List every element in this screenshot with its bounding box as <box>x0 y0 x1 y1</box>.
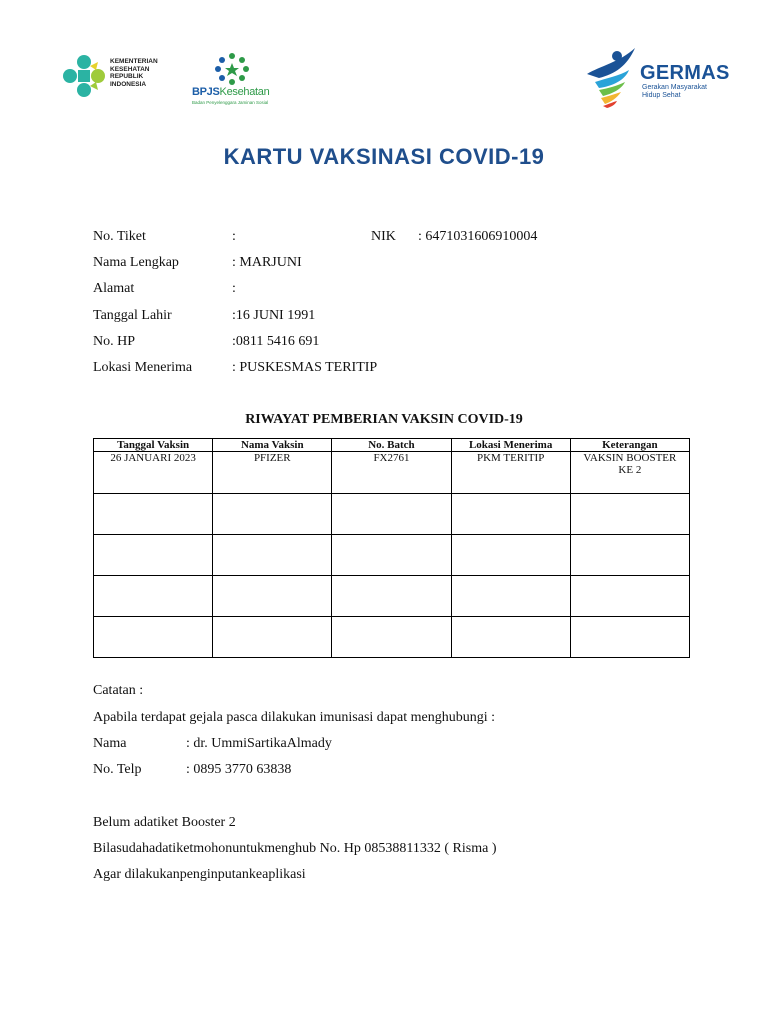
no-tiket-value: : <box>232 229 236 244</box>
lokasi-value: : PUSKESMAS TERITIP <box>232 360 378 375</box>
table-cell <box>451 576 570 617</box>
table-cell <box>570 494 689 535</box>
table-cell <box>570 617 689 658</box>
contact-telp-value: : 0895 3770 63838 <box>186 762 292 777</box>
bpjs-name-a: BPJS <box>192 86 220 98</box>
alamat-value: : <box>232 281 236 296</box>
footer-line-3: Agar dilakukanpenginputankeaplikasi <box>93 867 306 882</box>
bpjs-subtitle: Badan Penyelenggara Jaminan Sosial <box>192 100 269 105</box>
germas-subtitle-1: Gerakan Masyarakat <box>642 84 707 91</box>
footer-line-2: Bilasudahadatiketmohonuntukmenghub No. Hp 08538811332 ( Risma ) <box>93 841 497 856</box>
nik-label: NIK <box>371 229 396 244</box>
table-cell <box>332 535 451 576</box>
table-header-row <box>94 439 690 452</box>
no-tiket-label: No. Tiket <box>93 229 146 244</box>
table-cell <box>213 535 332 576</box>
contact-nama-label: Nama <box>93 736 127 751</box>
kemenkes-logo-icon <box>60 52 108 100</box>
table-cell: PFIZER <box>213 452 332 494</box>
table-cell <box>213 576 332 617</box>
table-cell <box>332 494 451 535</box>
table-cell <box>451 617 570 658</box>
table-cell <box>451 494 570 535</box>
table-cell <box>213 617 332 658</box>
alamat-label: Alamat <box>93 281 135 296</box>
footer-line-1: Belum adatiket Booster 2 <box>93 815 236 830</box>
nik-value: : 6471031606910004 <box>418 229 538 244</box>
hp-label: No. HP <box>93 334 136 349</box>
page-title: KARTU VAKSINASI COVID-19 <box>223 144 545 169</box>
table-cell <box>94 494 213 535</box>
riwayat-title: RIWAYAT PEMBERIAN VAKSIN COVID-19 <box>245 412 523 427</box>
catatan-label: Catatan : <box>93 683 144 698</box>
table-cell: 26 JANUARI 2023 <box>94 452 213 494</box>
germas-name: GERMAS <box>640 62 730 84</box>
contact-telp-label: No. Telp <box>93 762 142 777</box>
bpjs-logo <box>190 52 290 107</box>
table-row <box>94 535 690 576</box>
nama-value: : MARJUNI <box>232 255 302 270</box>
bpjs-name-b: Kesehatan <box>219 86 270 98</box>
kemenkes-text-2: KESEHATAN <box>110 65 150 73</box>
lokasi-label: Lokasi Menerima <box>93 360 193 375</box>
germas-logo <box>585 44 745 114</box>
germas-subtitle-2: Hidup Sehat <box>642 92 681 99</box>
table-row <box>94 576 690 617</box>
table-cell <box>94 576 213 617</box>
table-row <box>94 494 690 535</box>
nama-label: Nama Lengkap <box>93 255 179 270</box>
table-cell <box>332 576 451 617</box>
table-cell <box>570 576 689 617</box>
table-cell <box>451 535 570 576</box>
kemenkes-text-4: INDONESIA <box>110 80 147 88</box>
kemenkes-logo <box>60 50 190 100</box>
table-cell <box>570 535 689 576</box>
header-nama-vaksin: Nama Vaksin <box>213 439 332 452</box>
table-cell <box>94 535 213 576</box>
table-cell: VAKSIN BOOSTER KE 2 <box>570 452 689 494</box>
tgl-lahir-label: Tanggal Lahir <box>93 308 172 323</box>
hp-value: :0811 5416 691 <box>232 334 320 349</box>
germas-logo-icon <box>585 44 641 110</box>
bpjs-logo-icon <box>214 52 250 86</box>
header-lokasi: Lokasi Menerima <box>451 439 570 452</box>
table-cell <box>94 617 213 658</box>
header-tanggal: Tanggal Vaksin <box>94 439 213 452</box>
table-row <box>94 617 690 658</box>
kemenkes-text-1: KEMENTERIAN <box>110 58 158 65</box>
kemenkes-text-3: REPUBLIK <box>110 73 144 80</box>
table-cell: FX2761 <box>332 452 451 494</box>
catatan-intro: Apabila terdapat gejala pasca dilakukan imunisasi dapat menghubungi : <box>93 710 495 725</box>
riwayat-table <box>93 438 690 658</box>
header-no-batch: No. Batch <box>332 439 451 452</box>
header-keterangan: Keterangan <box>570 439 689 452</box>
table-row <box>94 452 690 494</box>
table-cell <box>213 494 332 535</box>
table-cell <box>332 617 451 658</box>
table-cell: PKM TERITIP <box>451 452 570 494</box>
tgl-lahir-value: :16 JUNI 1991 <box>232 308 316 323</box>
contact-nama-value: : dr. UmmiSartikaAlmady <box>186 736 332 751</box>
